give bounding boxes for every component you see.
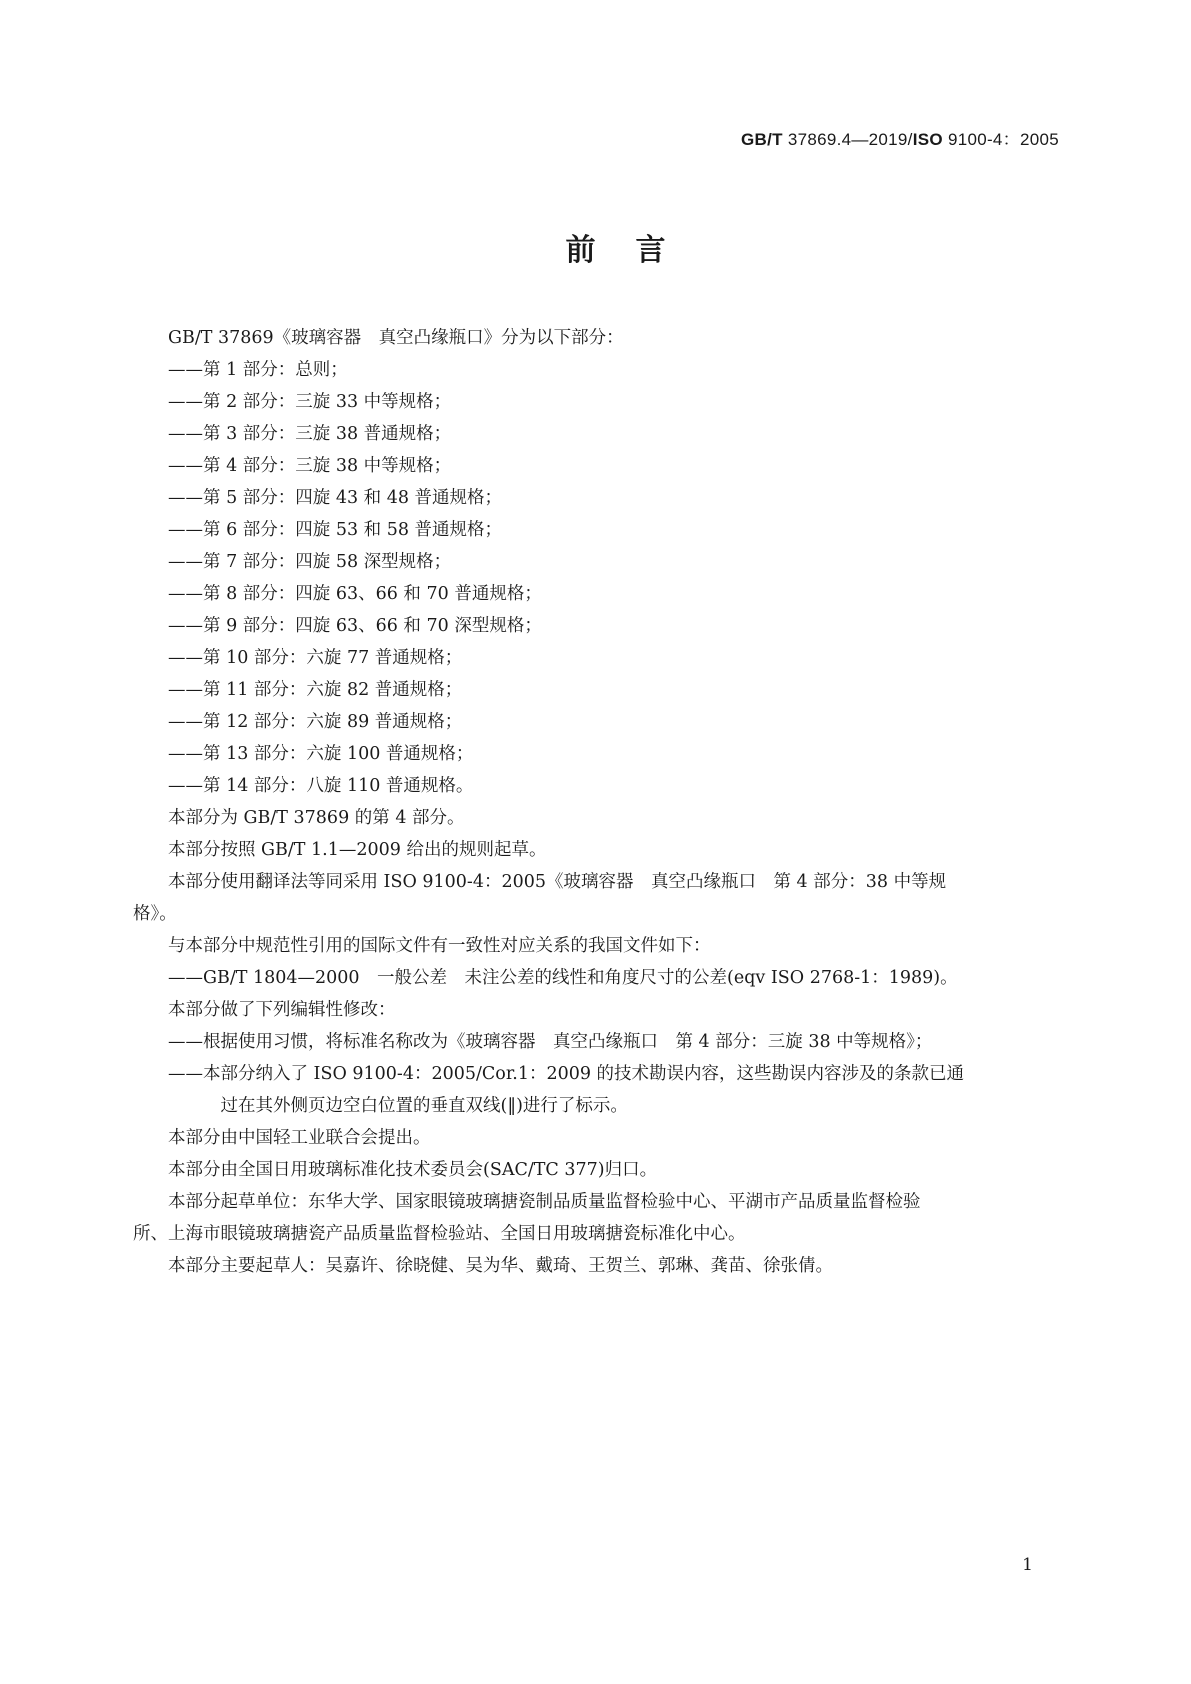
part-item-7: ——第 7 部分：四旋 58 深型规格； xyxy=(168,552,452,572)
adoption-paragraph-line1: 本部分使用翻译法等同采用 ISO 9100-4：2005《玻璃容器 真空凸缘瓶口 第 4 部分：38 中等规 xyxy=(168,872,947,892)
iso-number: 9100-4：2005 xyxy=(947,130,1059,149)
correspondence-paragraph: 与本部分中规范性引用的国际文件有一致性对应关系的我国文件如下： xyxy=(168,936,711,956)
drafting-rules-paragraph: 本部分按照 GB/T 1.1—2009 给出的规则起草。 xyxy=(168,840,547,860)
part-item-10: ——第 10 部分：六旋 77 普通规格； xyxy=(168,648,463,668)
part-item-13: ——第 13 部分：六旋 100 普通规格； xyxy=(168,744,474,764)
drafting-units-line1: 本部分起草单位：东华大学、国家眼镜玻璃搪瓷制品质量监督检验中心、平湖市产品质量监督检验 xyxy=(168,1192,921,1212)
part-item-12: ——第 12 部分：六旋 89 普通规格； xyxy=(168,712,463,732)
editorial-item-2-line2: 过在其外侧页边空白位置的垂直双线(‖)进行了标示。 xyxy=(220,1096,628,1116)
adoption-paragraph-line2: 格》。 xyxy=(133,904,177,924)
part-item-11: ——第 11 部分：六旋 82 普通规格； xyxy=(168,680,463,700)
part-item-9: ——第 9 部分：四旋 63、66 和 70 深型规格； xyxy=(168,616,542,636)
page-number: 1 xyxy=(1022,1555,1033,1575)
centralized-paragraph: 本部分由全国日用玻璃标准化技术委员会(SAC/TC 377)归口。 xyxy=(168,1160,658,1180)
document-body xyxy=(133,322,1058,1282)
editorial-item-1: ——根据使用习惯，将标准名称改为《玻璃容器 真空凸缘瓶口 第 4 部分：三旋 38 中等规格》； xyxy=(168,1032,933,1052)
part-item-2: ——第 2 部分：三旋 33 中等规格； xyxy=(168,392,452,412)
std-code: GB/T xyxy=(740,130,783,149)
correspondence-item: ——GB/T 1804—2000 一般公差 未注公差的线性和角度尺寸的公差(eqv ISO 2768-1：1989)。 xyxy=(168,968,958,988)
std-number: 37869.4—2019/ xyxy=(787,130,913,149)
part-item-14: ——第 14 部分：八旋 110 普通规格。 xyxy=(168,776,474,796)
part-of-paragraph: 本部分为 GB/T 37869 的第 4 部分。 xyxy=(168,808,465,828)
editorial-item-2-line1: ——本部分纳入了 ISO 9100-4：2005/Cor.1：2009 的技术勘误内容，这些勘误内容涉及的条款已通 xyxy=(168,1064,965,1084)
part-item-6: ——第 6 部分：四旋 53 和 58 普通规格； xyxy=(168,520,503,540)
part-item-5: ——第 5 部分：四旋 43 和 48 普通规格； xyxy=(168,488,503,508)
intro-paragraph: GB/T 37869《玻璃容器 真空凸缘瓶口》分为以下部分： xyxy=(168,328,624,348)
standard-code-header xyxy=(741,125,1059,150)
part-item-3: ——第 3 部分：三旋 38 普通规格； xyxy=(168,424,452,444)
drafters-paragraph: 本部分主要起草人：吴嘉许、徐晓健、吴为华、戴琦、王贺兰、郭琳、龚苗、徐张倩。 xyxy=(168,1256,833,1276)
part-item-8: ——第 8 部分：四旋 63、66 和 70 普通规格； xyxy=(168,584,542,604)
part-item-4: ——第 4 部分：三旋 38 中等规格； xyxy=(168,456,452,476)
page-title: 前言 xyxy=(565,233,706,268)
editorial-paragraph: 本部分做了下列编辑性修改： xyxy=(168,1000,396,1020)
iso-code: ISO xyxy=(912,130,943,149)
proposed-paragraph: 本部分由中国轻工业联合会提出。 xyxy=(168,1128,431,1148)
part-item-1: ——第 1 部分：总则； xyxy=(168,360,348,380)
drafting-units-line2: 所、上海市眼镜玻璃搪瓷产品质量监督检验站、全国日用玻璃搪瓷标准化中心。 xyxy=(133,1224,746,1244)
